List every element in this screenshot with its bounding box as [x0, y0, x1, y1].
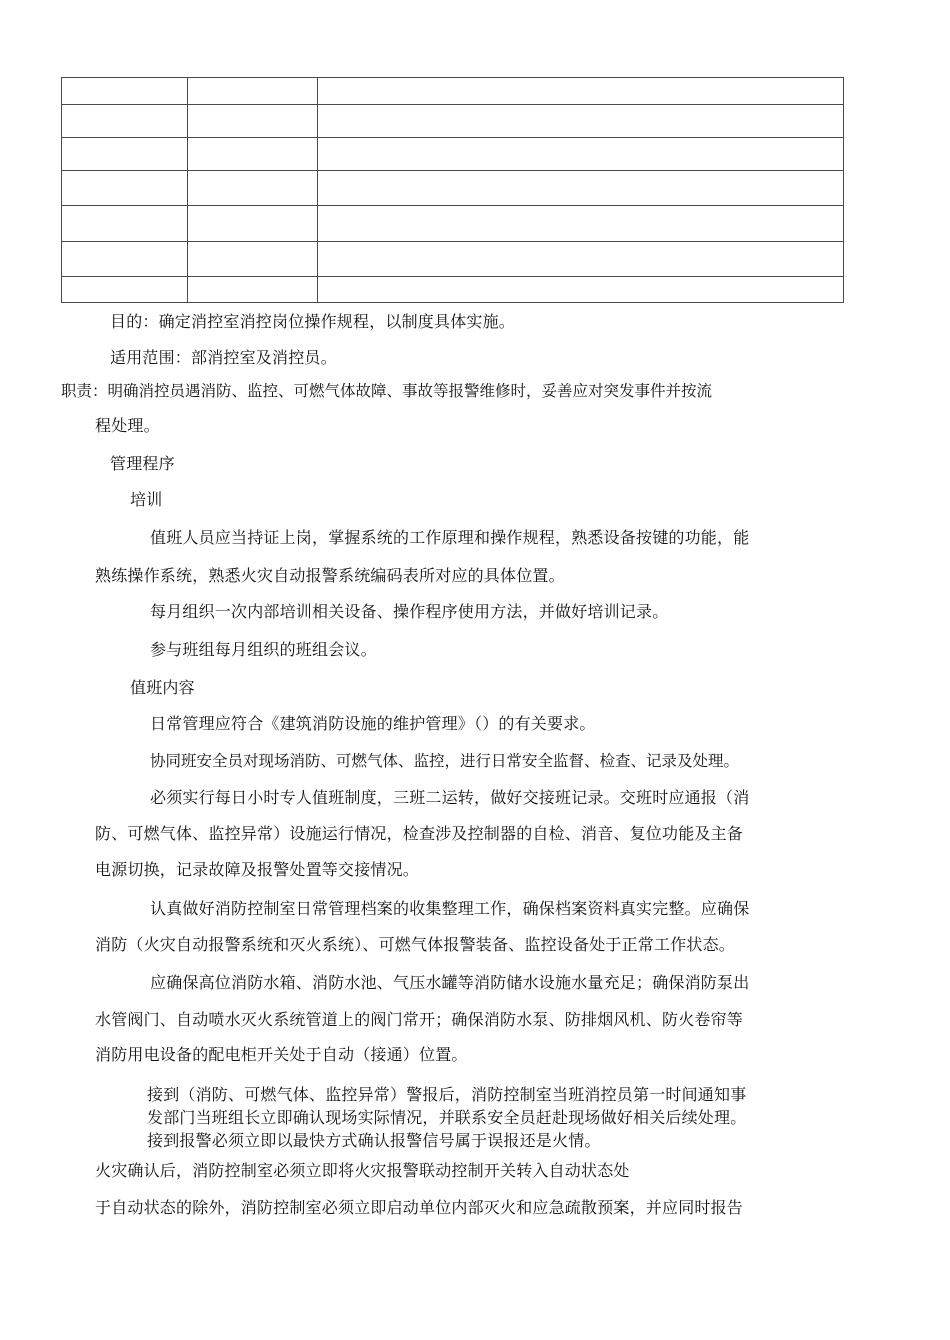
paragraph-line: 消防用电设备的配电柜开关处于自动（接通）位置。 — [95, 1045, 468, 1064]
table-cell — [62, 206, 188, 242]
table-cell — [62, 277, 188, 303]
table-cell — [188, 171, 318, 206]
table-cell — [62, 242, 188, 277]
subsection-heading: 培训 — [130, 490, 163, 509]
paragraph-line: 接到（消防、可燃气体、监控异常）警报后，消防控制室当班消控员第一时间通知事 — [147, 1085, 747, 1104]
table-cell — [188, 105, 318, 138]
table-row — [62, 242, 844, 277]
paragraph-line: 防、可燃气体、监控异常）设施运行情况，检查涉及控制器的自检、消音、复位功能及主备 — [95, 824, 744, 843]
paragraph-line: 应确保高位消防水箱、消防水池、气压水罐等消防储水设施水量充足；确保消防泵出 — [150, 973, 750, 992]
table-cell — [318, 206, 844, 242]
table-row — [62, 78, 844, 105]
table-row — [62, 277, 844, 303]
table-row — [62, 138, 844, 171]
table-row — [62, 105, 844, 138]
table-cell — [188, 78, 318, 105]
table-cell — [188, 206, 318, 242]
table-cell — [62, 78, 188, 105]
paragraph-line: 电源切换，记录故障及报警处置等交接情况。 — [95, 860, 420, 879]
duty-line: 职责：明确消控员遇消防、监控、可燃气体故障、事故等报警维修时，妥善应对突发事件并按流 — [61, 382, 713, 400]
paragraph-line: 发部门当班组长立即确认现场实际情况，并联系安全员赶赴现场做好相关后续处理。 — [147, 1108, 747, 1127]
table-row — [62, 206, 844, 242]
paragraph-line: 必须实行每日小时专人值班制度，三班二运转，做好交接班记录。交班时应通报（消 — [150, 788, 750, 807]
subsection-heading: 值班内容 — [130, 678, 195, 697]
paragraph-line: 参与班组每月组织的班组会议。 — [150, 640, 377, 659]
table-cell — [188, 277, 318, 303]
scope-line: 适用范围：部消控室及消控员。 — [110, 348, 337, 367]
table-cell — [62, 171, 188, 206]
paragraph-line: 水管阀门、自动喷水灭火系统管道上的阀门常开；确保消防水泵、防排烟风机、防火卷帘等 — [95, 1010, 744, 1029]
table-cell — [318, 138, 844, 171]
table-cell — [318, 105, 844, 138]
paragraph-line: 每月组织一次内部培训相关设备、操作程序使用方法，并做好培训记录。 — [150, 602, 669, 621]
table-cell — [188, 242, 318, 277]
paragraph-line: 值班人员应当持证上岗，掌握系统的工作原理和操作规程，熟悉设备按键的功能，能 — [150, 528, 750, 547]
paragraph-line: 协同班安全员对现场消防、可燃气体、监控，进行日常安全监督、检查、记录及处理。 — [150, 752, 740, 770]
table-cell — [318, 242, 844, 277]
paragraph-line: 消防（火灾自动报警系统和灭火系统）、可燃气体报警装备、监控设备处于正常工作状态。 — [95, 935, 736, 954]
table-row — [62, 171, 844, 206]
duty-line-cont: 程处理。 — [95, 416, 160, 435]
table-cell — [62, 105, 188, 138]
paragraph-line: 接到报警必须立即以最快方式确认报警信号属于误报还是火情。 — [147, 1131, 601, 1150]
paragraph-line: 火灾确认后，消防控制室必须立即将火灾报警联动控制开关转入自动状态处 — [95, 1161, 630, 1180]
table-cell — [318, 78, 844, 105]
record-table — [61, 77, 844, 303]
paragraph-line: 于自动状态的除外，消防控制室必须立即启动单位内部灭火和应急疏散预案，并应同时报告 — [95, 1198, 744, 1217]
table-cell — [318, 171, 844, 206]
table-cell — [188, 138, 318, 171]
paragraph-line: 熟练操作系统，熟悉火灾自动报警系统编码表所对应的具体位置。 — [95, 566, 565, 585]
table-cell — [62, 138, 188, 171]
paragraph-line: 日常管理应符合《建筑消防设施的维护管理》（）的有关要求。 — [150, 714, 596, 733]
paragraph-line: 认真做好消防控制室日常管理档案的收集整理工作，确保档案资料真实完整。应确保 — [150, 899, 750, 918]
section-heading: 管理程序 — [110, 454, 175, 473]
table-cell — [318, 277, 844, 303]
purpose-line: 目的：确定消控室消控岗位操作规程，以制度具体实施。 — [110, 312, 516, 331]
